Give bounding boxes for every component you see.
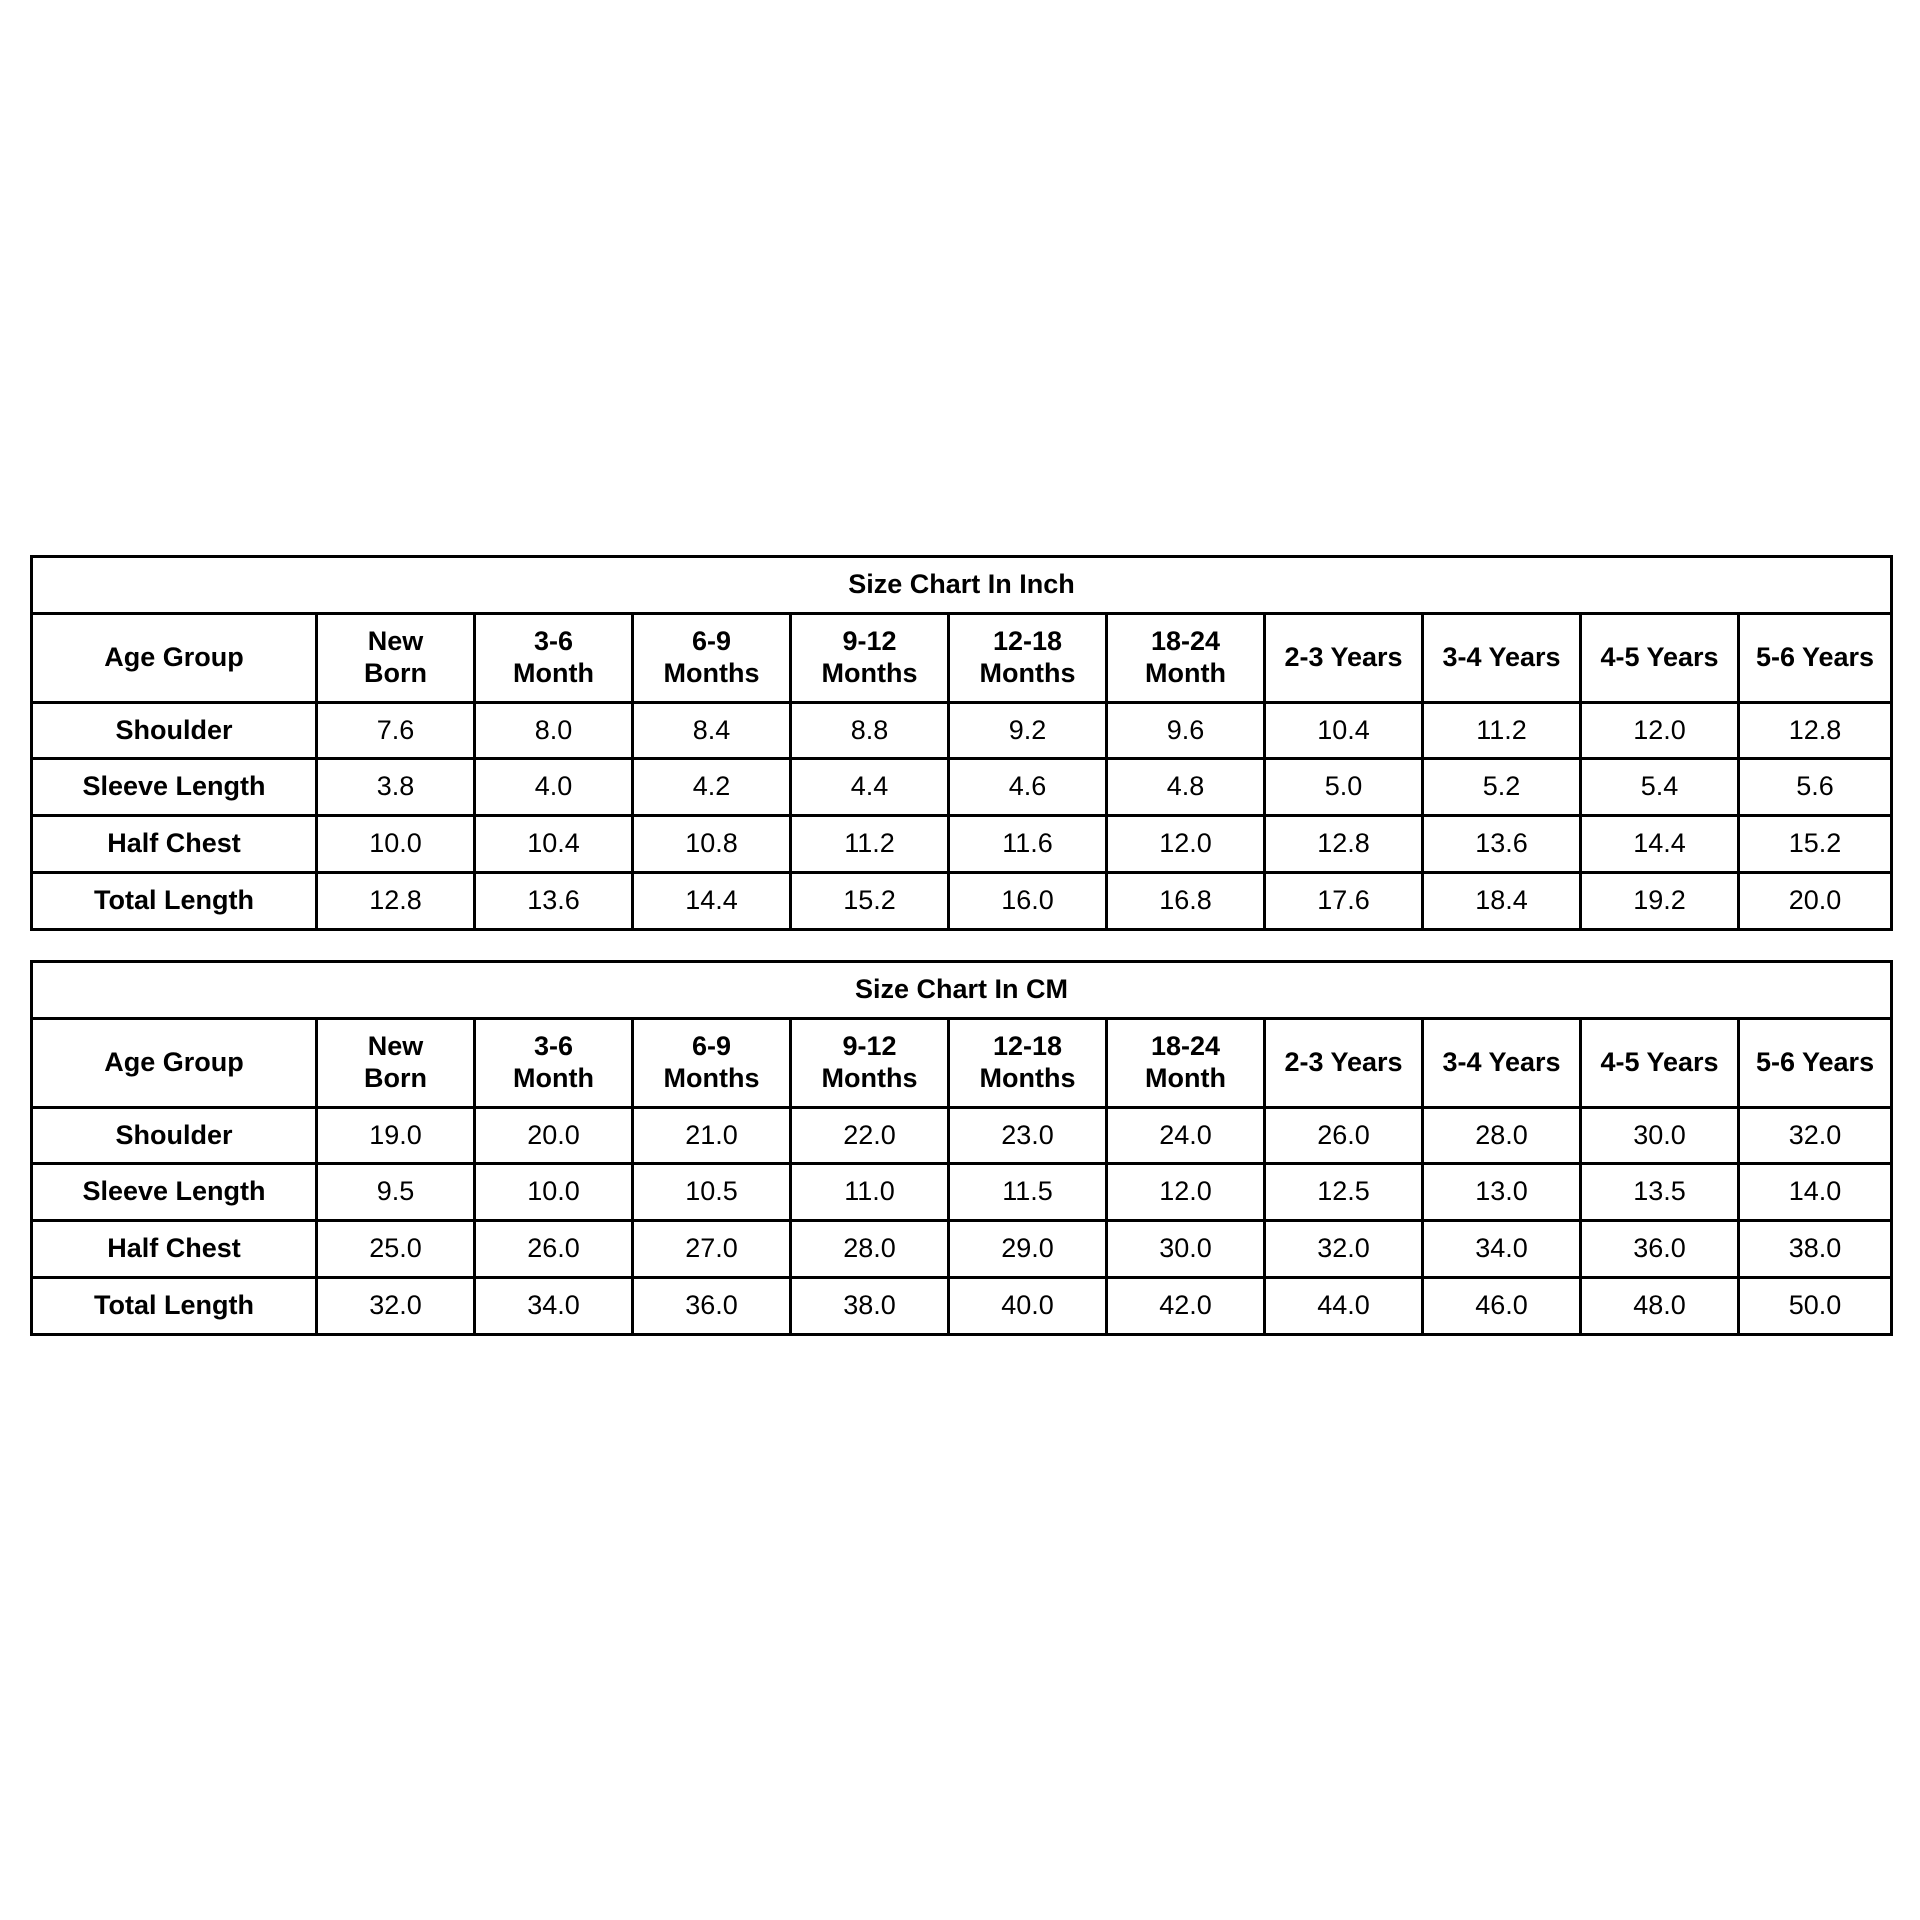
cell: 10.4 — [475, 816, 633, 873]
column-header-2-3-years: 2-3 Years — [1265, 1018, 1423, 1107]
cell: 11.5 — [949, 1164, 1107, 1221]
column-header-6-9-months — [633, 613, 791, 702]
cell: 30.0 — [1107, 1221, 1265, 1278]
cell: 11.2 — [1423, 702, 1581, 759]
header-line-1: New — [367, 1030, 424, 1061]
cell: 14.0 — [1739, 1164, 1892, 1221]
cell: 19.0 — [317, 1107, 475, 1164]
cell: 38.0 — [1739, 1221, 1892, 1278]
cell: 14.4 — [1581, 816, 1739, 873]
cell: 8.8 — [791, 702, 949, 759]
cell: 3.8 — [317, 759, 475, 816]
column-header-18-24-month — [1107, 613, 1265, 702]
cell: 16.0 — [949, 873, 1107, 930]
column-header-3-6-month — [475, 613, 633, 702]
column-header-3-4-years: 3-4 Years — [1423, 613, 1581, 702]
table-row — [32, 1278, 1892, 1335]
column-header-12-18-months — [949, 1018, 1107, 1107]
cell: 12.8 — [1265, 816, 1423, 873]
header-line-1: 12-18 — [992, 1030, 1063, 1061]
cell: 12.8 — [317, 873, 475, 930]
cell: 11.0 — [791, 1164, 949, 1221]
cell: 42.0 — [1107, 1278, 1265, 1335]
header-line-1: Age Group — [104, 641, 244, 672]
cell: 28.0 — [1423, 1107, 1581, 1164]
column-header-3-4-years: 3-4 Years — [1423, 1018, 1581, 1107]
table-title-row — [32, 557, 1892, 614]
cell: 38.0 — [791, 1278, 949, 1335]
cell: 10.4 — [1265, 702, 1423, 759]
table-title-inch: Size Chart In Inch — [32, 557, 1892, 614]
header-line-2: Month — [513, 1062, 594, 1093]
cell: 5.6 — [1739, 759, 1892, 816]
cell: 18.4 — [1423, 873, 1581, 930]
cell: 4.4 — [791, 759, 949, 816]
cell: 26.0 — [1265, 1107, 1423, 1164]
table-header-row — [32, 613, 1892, 702]
cell: 15.2 — [791, 873, 949, 930]
header-line-1: 18-24 — [1150, 625, 1221, 656]
cell: 34.0 — [475, 1278, 633, 1335]
header-line-1: 9-12 — [842, 625, 897, 656]
header-line-2: Month — [1145, 657, 1226, 688]
cell: 13.6 — [475, 873, 633, 930]
column-header-9-12-months — [791, 613, 949, 702]
cell: 10.8 — [633, 816, 791, 873]
row-label-half-chest: Half Chest — [32, 1221, 317, 1278]
cell: 4.0 — [475, 759, 633, 816]
column-header-5-6-years: 5-6 Years — [1739, 613, 1892, 702]
cell: 10.0 — [475, 1164, 633, 1221]
table-row — [32, 1164, 1892, 1221]
cell: 36.0 — [1581, 1221, 1739, 1278]
header-line-2: Months — [979, 1062, 1076, 1093]
cell: 9.5 — [317, 1164, 475, 1221]
header-line-1: 12-18 — [992, 625, 1063, 656]
cell: 15.2 — [1739, 816, 1892, 873]
cell: 5.0 — [1265, 759, 1423, 816]
cell: 10.0 — [317, 816, 475, 873]
cell: 8.0 — [475, 702, 633, 759]
cell: 30.0 — [1581, 1107, 1739, 1164]
table-row — [32, 816, 1892, 873]
cell: 10.5 — [633, 1164, 791, 1221]
column-header-3-6-month — [475, 1018, 633, 1107]
column-header-18-24-month — [1107, 1018, 1265, 1107]
cell: 21.0 — [633, 1107, 791, 1164]
cell: 9.2 — [949, 702, 1107, 759]
size-chart-sheet — [30, 555, 1890, 1336]
row-label-shoulder: Shoulder — [32, 1107, 317, 1164]
header-line-2: Months — [663, 657, 760, 688]
cell: 9.6 — [1107, 702, 1265, 759]
cell: 11.2 — [791, 816, 949, 873]
cell: 11.6 — [949, 816, 1107, 873]
cell: 24.0 — [1107, 1107, 1265, 1164]
cell: 17.6 — [1265, 873, 1423, 930]
header-line-1: Age Group — [104, 1046, 244, 1077]
cell: 36.0 — [633, 1278, 791, 1335]
column-header-12-18-months — [949, 613, 1107, 702]
cell: 19.2 — [1581, 873, 1739, 930]
header-line-1: 3-6 — [533, 625, 574, 656]
row-label-sleeve-length: Sleeve Length — [32, 1164, 317, 1221]
column-header-age-group — [32, 1018, 317, 1107]
row-label-half-chest: Half Chest — [32, 816, 317, 873]
column-header-6-9-months — [633, 1018, 791, 1107]
cell: 7.6 — [317, 702, 475, 759]
column-header-new-born — [317, 1018, 475, 1107]
cell: 32.0 — [1265, 1221, 1423, 1278]
table-row — [32, 1221, 1892, 1278]
cell: 14.4 — [633, 873, 791, 930]
table-title-cm: Size Chart In CM — [32, 962, 1892, 1019]
table-row — [32, 873, 1892, 930]
header-line-2: Born — [364, 1062, 427, 1093]
column-header-age-group — [32, 613, 317, 702]
cell: 32.0 — [1739, 1107, 1892, 1164]
cell: 12.0 — [1107, 1164, 1265, 1221]
column-header-4-5-years: 4-5 Years — [1581, 1018, 1739, 1107]
table-header-row — [32, 1018, 1892, 1107]
size-chart-cm-table — [30, 960, 1893, 1336]
cell: 34.0 — [1423, 1221, 1581, 1278]
row-label-total-length: Total Length — [32, 1278, 317, 1335]
cell: 27.0 — [633, 1221, 791, 1278]
cell: 32.0 — [317, 1278, 475, 1335]
table-title-row — [32, 962, 1892, 1019]
header-line-1: New — [367, 625, 424, 656]
size-chart-inch-table — [30, 555, 1893, 931]
cell: 40.0 — [949, 1278, 1107, 1335]
column-header-5-6-years: 5-6 Years — [1739, 1018, 1892, 1107]
row-label-shoulder: Shoulder — [32, 702, 317, 759]
header-line-1: 3-6 — [533, 1030, 574, 1061]
cell: 12.0 — [1107, 816, 1265, 873]
cell: 8.4 — [633, 702, 791, 759]
header-line-1: 9-12 — [842, 1030, 897, 1061]
cell: 5.2 — [1423, 759, 1581, 816]
cell: 16.8 — [1107, 873, 1265, 930]
cell: 25.0 — [317, 1221, 475, 1278]
header-line-1: 18-24 — [1150, 1030, 1221, 1061]
cell: 13.5 — [1581, 1164, 1739, 1221]
header-line-2: Months — [821, 657, 918, 688]
header-line-2: Months — [663, 1062, 760, 1093]
header-line-2: Month — [513, 657, 594, 688]
cell: 44.0 — [1265, 1278, 1423, 1335]
cell: 29.0 — [949, 1221, 1107, 1278]
cell: 4.2 — [633, 759, 791, 816]
cell: 20.0 — [475, 1107, 633, 1164]
column-header-new-born — [317, 613, 475, 702]
cell: 4.8 — [1107, 759, 1265, 816]
table-row — [32, 1107, 1892, 1164]
cell: 23.0 — [949, 1107, 1107, 1164]
header-line-1: 6-9 — [691, 1030, 732, 1061]
cell: 26.0 — [475, 1221, 633, 1278]
column-header-2-3-years: 2-3 Years — [1265, 613, 1423, 702]
row-label-total-length: Total Length — [32, 873, 317, 930]
cell: 28.0 — [791, 1221, 949, 1278]
cell: 48.0 — [1581, 1278, 1739, 1335]
cell: 4.6 — [949, 759, 1107, 816]
row-label-sleeve-length: Sleeve Length — [32, 759, 317, 816]
header-line-2: Months — [821, 1062, 918, 1093]
header-line-2: Month — [1145, 1062, 1226, 1093]
cell: 50.0 — [1739, 1278, 1892, 1335]
column-header-9-12-months — [791, 1018, 949, 1107]
cell: 22.0 — [791, 1107, 949, 1164]
table-separator — [30, 931, 1890, 960]
column-header-4-5-years: 4-5 Years — [1581, 613, 1739, 702]
cell: 12.8 — [1739, 702, 1892, 759]
cell: 12.0 — [1581, 702, 1739, 759]
cell: 13.6 — [1423, 816, 1581, 873]
table-row — [32, 702, 1892, 759]
header-line-1: 6-9 — [691, 625, 732, 656]
cell: 13.0 — [1423, 1164, 1581, 1221]
cell: 20.0 — [1739, 873, 1892, 930]
header-line-2: Months — [979, 657, 1076, 688]
header-line-2: Born — [364, 657, 427, 688]
cell: 5.4 — [1581, 759, 1739, 816]
cell: 12.5 — [1265, 1164, 1423, 1221]
table-row — [32, 759, 1892, 816]
cell: 46.0 — [1423, 1278, 1581, 1335]
